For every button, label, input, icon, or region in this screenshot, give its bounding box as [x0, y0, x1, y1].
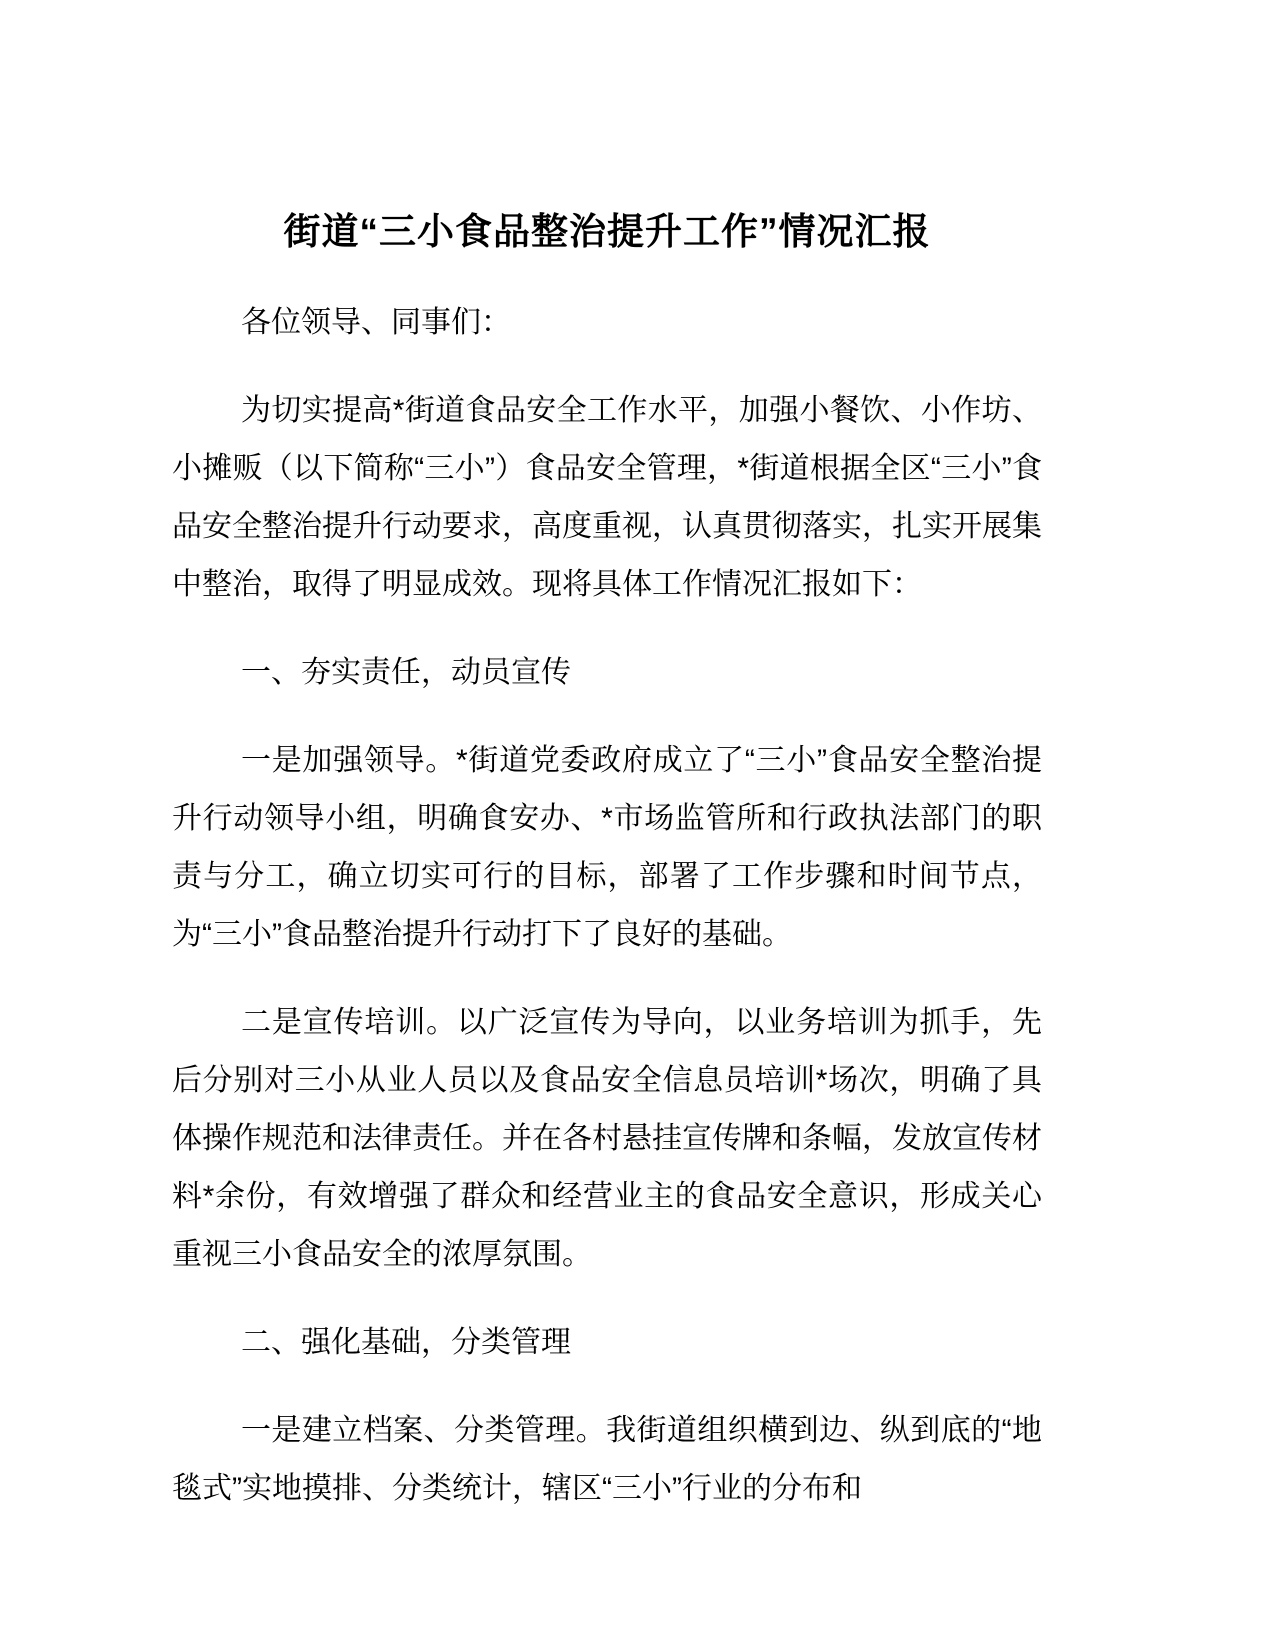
section-heading-1: 一、夯实责任，动员宣传	[241, 656, 571, 690]
document-title: 街道“三小食品整治提升工作”情况汇报	[283, 211, 931, 252]
paragraph-section1-point2: 二是宣传培训。以广泛宣传为导向，以业务培训为抓手，先后分别对三小从业人员以及食品安全信息员培训*场次，明确了具体操作规范和法律责任。并在各村悬挂宣传牌和条幅，发放宣传材料*余份，有效增强了群众和经营业主的食品安全意识，形成关心重视三小食品安全的浓厚氛围。	[172, 1006, 1042, 1272]
section-heading-2: 二、强化基础，分类管理	[241, 1326, 571, 1360]
salutation: 各位领导、同事们：	[241, 306, 511, 340]
paragraph-intro: 为切实提高*街道食品安全工作水平，加强小餐饮、小作坊、小摊贩（以下简称“三小”）食品安全管理，*街道根据全区“三小”食品安全整治提升行动要求，高度重视，认真贯彻落实，扎实开展集中整治，取得了明显成效。现将具体工作情况汇报如下：	[172, 394, 1042, 602]
paragraph-section2-point1: 一是建立档案、分类管理。我街道组织横到边、纵到底的“地毯式”实地摸排、分类统计，辖区“三小”行业的分布和	[172, 1414, 1042, 1506]
paragraph-section1-point1: 一是加强领导。*街道党委政府成立了“三小”食品安全整治提升行动领导小组，明确食安办、*市场监管所和行政执法部门的职责与分工，确立切实可行的目标，部署了工作步骤和时间节点，为“三小”食品整治提升行动打下了良好的基础。	[172, 744, 1042, 952]
